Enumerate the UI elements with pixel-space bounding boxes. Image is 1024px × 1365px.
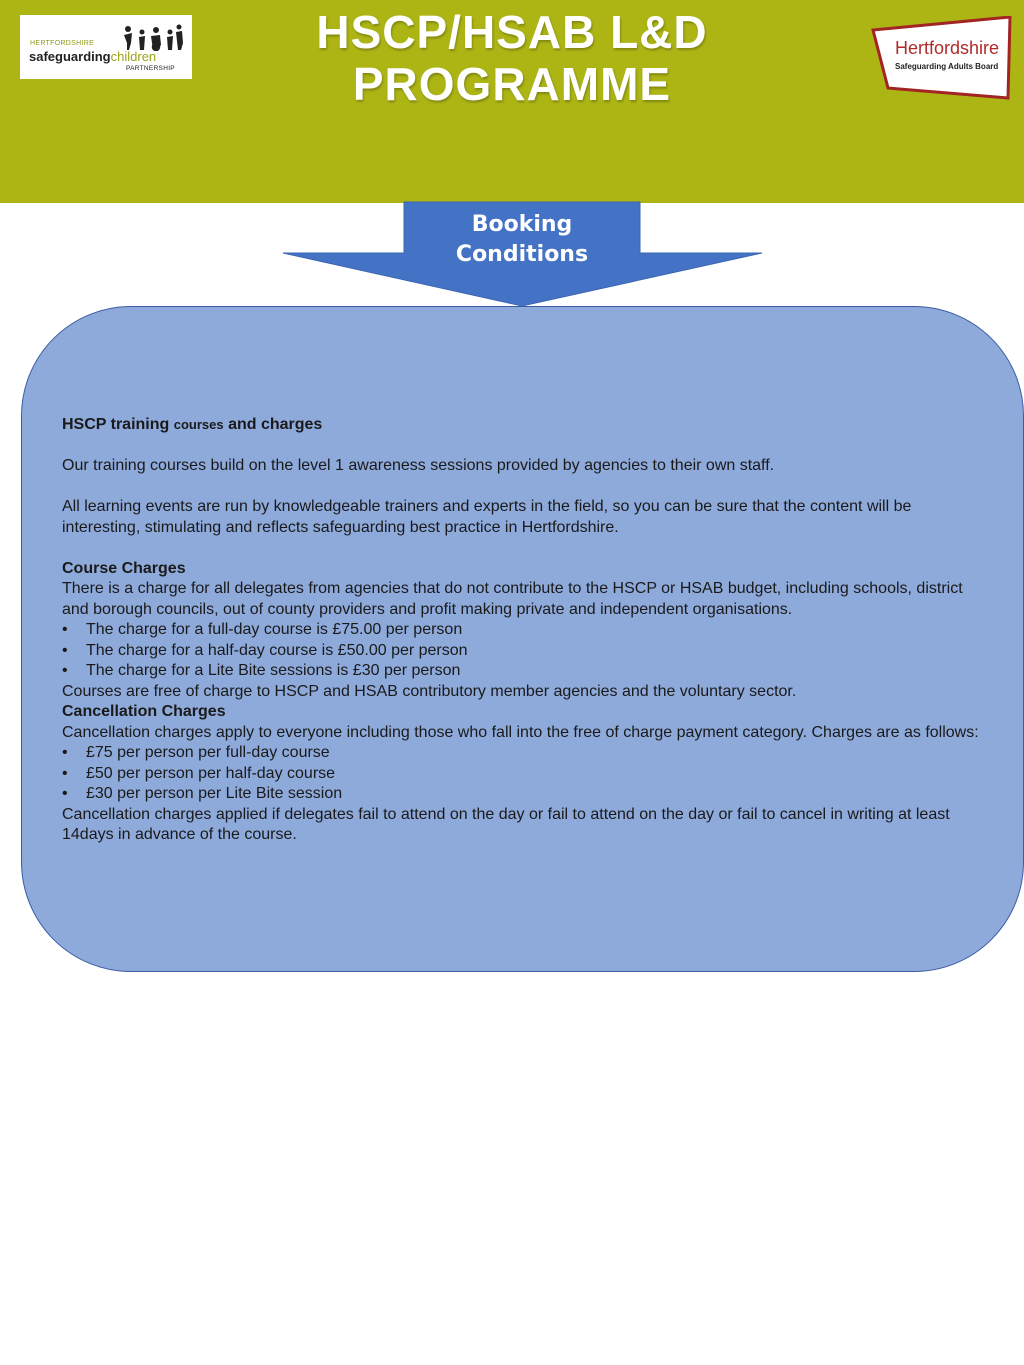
page-title-line2: PROGRAMME — [352, 58, 672, 110]
intro-text: Our training courses build on the level 1 awareness sessions provided by agencies to their own staff. — [62, 457, 775, 474]
content-heading: HSCP training courses and charges — [62, 416, 323, 433]
booking-conditions-content — [62, 415, 992, 846]
list-item: • £30 per person per Lite Bite session — [62, 784, 992, 805]
list-item: • The charge for a full-day course is £75.00 per person — [62, 620, 992, 641]
logo-right-sub-text: Safeguarding Adults Board — [895, 62, 999, 71]
arrow-label-line1: Booking — [471, 212, 573, 237]
arrow-label-line2: Conditions — [455, 242, 589, 267]
booking-conditions-label — [404, 210, 640, 270]
logo-right-name: Hertfordshire — [895, 38, 1000, 58]
list-item: • The charge for a half-day course is £50.00 per person — [62, 641, 992, 662]
logo-left-top-text: HERTFORDSHIRE — [30, 40, 95, 47]
cancellation-heading: Cancellation Charges — [62, 703, 226, 720]
list-item: • £75 per person per full-day course — [62, 743, 992, 764]
list-item: • £50 per person per half-day course — [62, 764, 992, 785]
page-title-line1: HSCP/HSAB L&D — [316, 6, 708, 58]
list-item: • The charge for a Lite Bite sessions is £30 per person — [62, 661, 992, 682]
learning-events-text: All learning events are run by knowledgeable trainers and experts in the field, so you can be sure that the content will be interesting, stimulating and reflects safeguarding best practice in Hertfordshire. — [62, 498, 912, 536]
cancellation-footer-text: Cancellation charges applied if delegates fail to attend on the day or fail to attend on the day or fail to cancel in writing at least 14days in advance of the course. — [62, 805, 950, 843]
free-of-charge-text: Courses are free of charge to HSCP and HSAB contributory member agencies and the voluntary sector. — [62, 682, 797, 700]
hertfordshire-safeguarding-adults-board-logo — [870, 16, 1016, 100]
cancellation-text: Cancellation charges apply to everyone including those who fall into the free of charge payment category. Charges are as follows: — [62, 723, 979, 741]
page-title — [262, 6, 762, 110]
cancellation-list — [62, 743, 992, 805]
logo-left-sub-text: PARTNERSHIP — [126, 65, 175, 72]
course-charges-heading: Course Charges — [62, 559, 186, 577]
logo-left-main-text: safeguardingchildren — [29, 49, 157, 64]
people-figures-icon — [120, 23, 184, 51]
course-charges-list — [62, 620, 992, 682]
course-charges-text: There is a charge for all delegates from agencies that do not contribute to the HSCP or HSAB budget, including schools, district and borough councils, out of county providers and profit making private and independent organisations. — [62, 580, 963, 618]
safeguarding-children-partnership-logo — [20, 15, 192, 79]
